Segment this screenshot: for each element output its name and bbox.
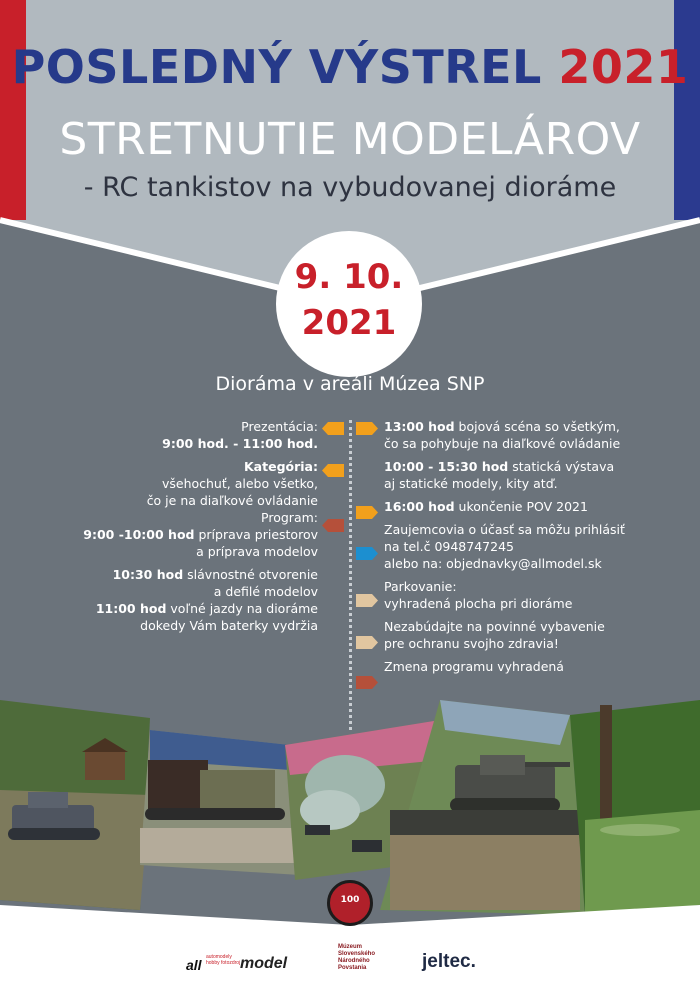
arrow-tag-orange-icon <box>356 422 378 435</box>
list-item: aj statické modely, kity atď. <box>384 476 558 491</box>
list-item: a príprava modelov <box>196 544 318 559</box>
allmodel-logo: all <box>186 957 202 973</box>
date-year: 2021 <box>301 303 397 343</box>
list-item: 13:00 hod bojová scéna so všetkým, <box>384 419 620 434</box>
list-item: Prezentácia: <box>241 419 318 434</box>
photo-tank-garden <box>0 700 150 910</box>
arrow-tag-orange-icon <box>322 422 344 435</box>
list-item: čo sa pohybuje na diaľkové ovládanie <box>384 436 621 451</box>
event-year: 2021 <box>558 40 689 94</box>
list-item: dokedy Vám baterky vydržia <box>140 618 318 633</box>
arrow-tag-orange-icon <box>322 464 344 477</box>
arrow-tag-beige-icon <box>356 636 378 649</box>
left-schedule <box>60 418 318 634</box>
photo-park-field <box>570 700 700 915</box>
arrow-tag-beige-icon <box>356 594 378 607</box>
list-item: 11:00 hod voľné jazdy na dioráme <box>95 601 318 616</box>
allmodel-logo-subtext: automodely hobby fotozdroj <box>206 954 241 966</box>
list-item: Kategória: <box>244 459 318 474</box>
event-title-main: POSLEDNÝ VÝSTREL <box>11 40 542 94</box>
list-item: Zaujemcovia o účasť sa môžu prihlásiť <box>384 522 625 537</box>
arrow-tag-orange-icon <box>356 506 378 519</box>
arrow-tag-brown-icon <box>322 519 344 532</box>
photo-tractor-model <box>140 730 300 875</box>
list-item: 10:00 - 15:30 hod statická výstava <box>384 459 615 474</box>
list-item: vyhradená plocha pri dioráme <box>384 596 573 611</box>
list-item: 9:00 -10:00 hod príprava priestorov <box>83 527 318 542</box>
jeltec-logo: jeltec. <box>422 951 476 972</box>
list-item: čo je na diaľkové ovládanie <box>146 493 318 508</box>
date-day-month: 9. 10. <box>294 257 404 297</box>
museum-snp-logo: Múzeum Slovenského Národného Povstania <box>338 944 376 971</box>
list-item: Program: <box>261 510 318 525</box>
right-schedule <box>384 418 654 675</box>
model-logo: model <box>240 955 288 972</box>
event-tagline: - RC tankistov na vybudovanej dioráme <box>83 172 617 203</box>
list-item: 9:00 hod. - 11:00 hod. <box>162 436 318 451</box>
list-item: 16:00 hod ukončenie POV 2021 <box>384 499 588 514</box>
list-item: alebo na: objednavky@allmodel.sk <box>384 556 602 571</box>
list-item: Parkovanie: <box>384 579 457 594</box>
list-item: Nezabúdajte na povinné vybavenie <box>384 619 605 634</box>
event-date <box>276 254 422 346</box>
list-item: a defilé modelov <box>213 584 318 599</box>
list-item: pre ochranu svojho zdravia! <box>384 636 559 651</box>
list-item: Zmena programu vyhradená <box>384 659 564 674</box>
list-item: na tel.č 0948747245 <box>384 539 514 554</box>
badge-number: 100 <box>340 895 360 905</box>
list-item: všehochuť, alebo všetko, <box>161 476 318 491</box>
event-subtitle: STRETNUTIE MODELÁROV <box>59 114 641 165</box>
arrow-tag-brown-icon <box>356 676 378 689</box>
event-title <box>0 40 700 94</box>
list-item: 10:30 hod slávnostné otvorenie <box>112 567 318 582</box>
arrow-tag-blue-icon <box>356 547 378 560</box>
venue: Dioráma v areáli Múzea SNP <box>215 373 485 395</box>
timeline-dotted-line <box>349 420 355 730</box>
